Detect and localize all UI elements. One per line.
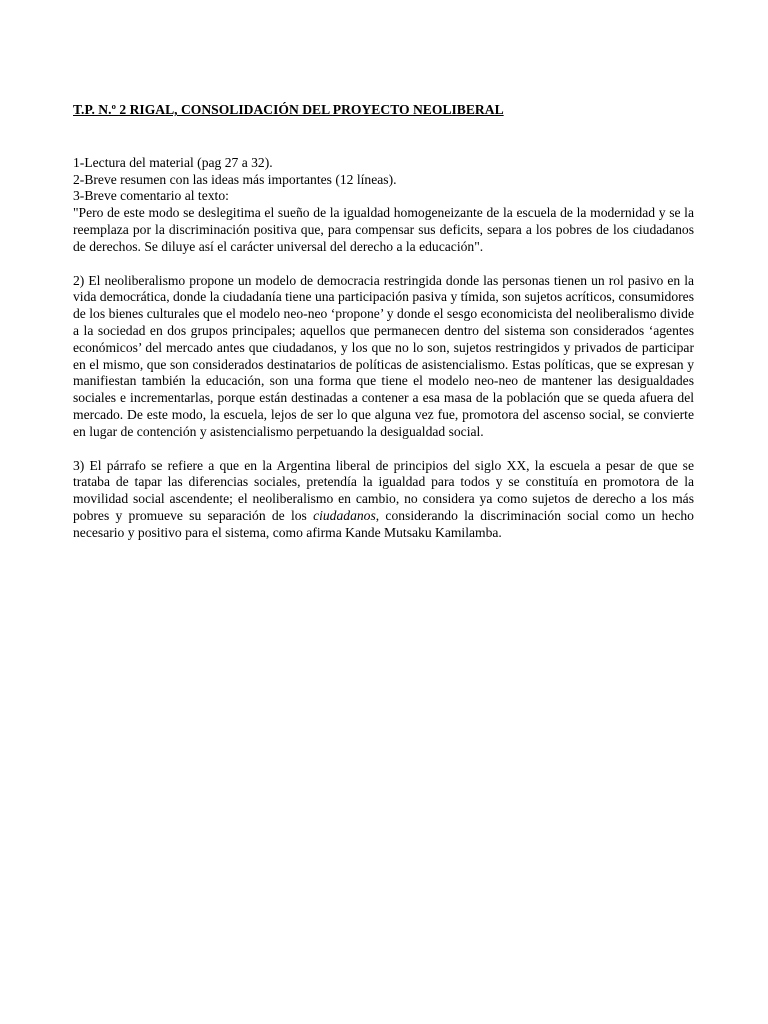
answer-2-paragraph: 2) El neoliberalismo propone un modelo de democracia restringida donde las personas tienen un rol pasivo en la vida democrática, donde la ciudadanía tiene una participación pasiva y tímida, son sujetos acríticos, consumidores de los bienes culturales que el modelo neo-neo ‘propone’ y donde el sesgo economicista del neoliberalismo divide a la sociedad en dos grupos principales; aquellos que permanecen dentro del sistema son considerados ‘agentes económicos’ del mercado antes que ciudadanos, y los que no lo son, sujetos restringidos y privados de participar en el mismo, que son considerados destinatarios de políticas de asistencialismo. Estas políticas, que se expresan y manifiestan también la educación, son una forma que tiene el modelo neo-neo de mantener las desigualdades sociales e incrementarlas, porque están destinadas a contener a esa masa de la población que se queda afuera del mercado. De este modo, la escuela, lejos de ser lo que alguna vez fue, promotora del ascenso social, se convierte en lugar de contención y asistencialismo perpetuando la desigualdad social. bbox=[73, 272, 694, 439]
instructions-list bbox=[73, 155, 694, 205]
instruction-2: 2-Breve resumen con las ideas más importantes (12 líneas). bbox=[73, 171, 397, 187]
answer-3-text-end: , considerando la discriminación social como un hecho necesario y positivo para el sistema, como afirma Kande Mutsaku Kamilamba. bbox=[73, 507, 694, 540]
answer-3-paragraph bbox=[73, 458, 694, 542]
quoted-passage: "Pero de este modo se deslegitima el sueño de la igualdad homogeneizante de la escuela de la modernidad y se la reemplaza por la discriminación positiva que, para compensar sus deficits, separa a los pobres de los ciudadanos de derechos. Se diluye así el carácter universal del derecho a la educación". bbox=[73, 205, 694, 254]
instruction-1: 1-Lectura del material (pag 27 a 32). bbox=[73, 154, 273, 170]
answer-3-text-start: 3) El párrafo se refiere a que en la Argentina liberal de principios del siglo XX, la escuela a pesar de que se trataba de tapar las diferencias sociales, pretendía la igualdad para todos y se constituía en promotora de la movilidad social ascendente; el neoliberalismo en cambio, no considera ya como sujetos de derecho a los más pobres y promueve su separación de los bbox=[73, 457, 694, 523]
answer-3-italic-term: ciudadanos bbox=[313, 507, 376, 523]
document-title: T.P. N.º 2 RIGAL, CONSOLIDACIÓN DEL PROYECTO NEOLIBERAL bbox=[73, 102, 504, 117]
instruction-3: 3-Breve comentario al texto: bbox=[73, 188, 229, 204]
document-page bbox=[73, 102, 694, 542]
